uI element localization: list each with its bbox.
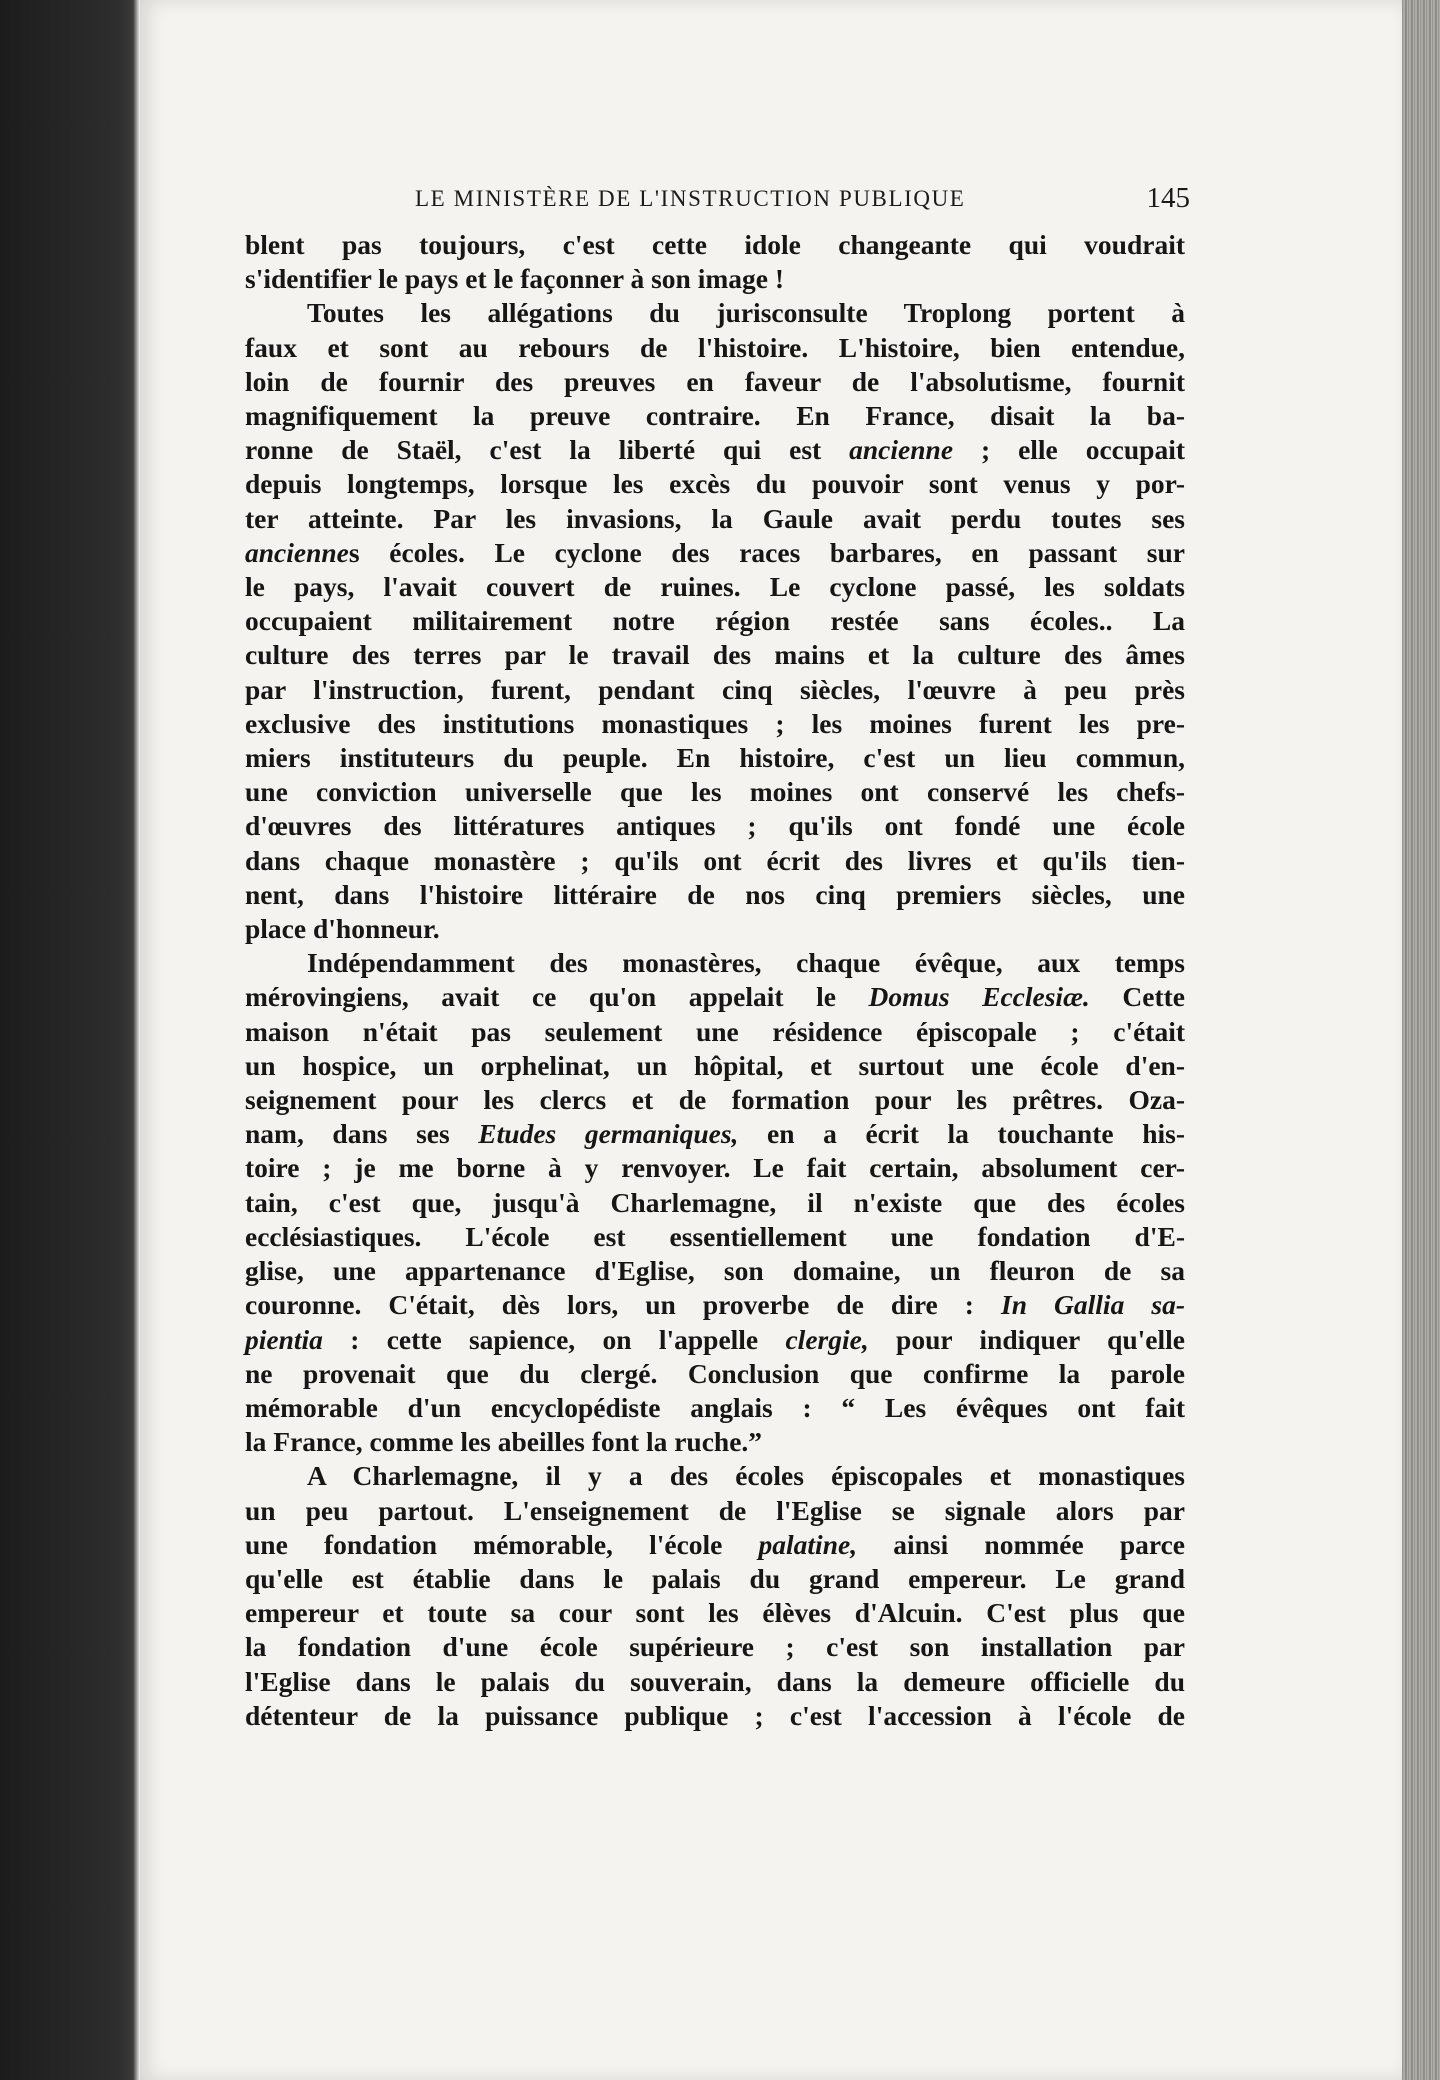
text-line: ronne de Staël, c'est la liberté qui est ancienne ; elle occupait (245, 434, 1185, 466)
text-line: mémorable d'un encyclopédiste anglais : “ Les évêques ont fait (245, 1391, 1185, 1423)
text-line: Toutes les allégations du jurisconsulte Troplong portent à (307, 297, 1185, 329)
page-header (270, 182, 1190, 222)
text-line: toire ; je me borne à y renvoyer. Le fait certain, absolument cer- (245, 1152, 1185, 1184)
text-line: le pays, l'avait couvert de ruines. Le cyclone passé, les soldats (245, 571, 1185, 603)
text-line: blent pas toujours, c'est cette idole changeante qui voudrait (245, 229, 1185, 260)
text-line: nam, dans ses Etudes germaniques, en a écrit la touchante his- (245, 1118, 1185, 1150)
text-line: un peu partout. L'enseignement de l'Eglise se signale alors par (245, 1494, 1185, 1526)
text-line: culture des terres par le travail des mains et la culture des âmes (245, 639, 1185, 671)
text-line: la France, comme les abeilles font la ruche.” (245, 1426, 763, 1458)
running-head: LE MINISTÈRE DE L'INSTRUCTION PUBLIQUE (415, 186, 966, 211)
text-line: une conviction universelle que les moines ont conservé les chefs- (245, 776, 1185, 808)
text-line: depuis longtemps, lorsque les excès du pouvoir sont venus y por- (245, 468, 1185, 500)
text-line: empereur et toute sa cour sont les élèves d'Alcuin. C'est plus que (245, 1597, 1185, 1629)
text-line: pientia : cette sapience, on l'appelle clergie, pour indiquer qu'elle (245, 1323, 1186, 1355)
paragraph-1 (245, 228, 1185, 296)
text-line: couronne. C'était, dès lors, un proverbe de dire : In Gallia sa- (245, 1289, 1185, 1321)
text-line: faux et sont au rebours de l'histoire. L'histoire, bien entendue, (245, 331, 1185, 363)
text-line: s'identifier le pays et le façonner à son image ! (245, 263, 784, 295)
text-line: Indépendamment des monastères, chaque évêque, aux temps (307, 947, 1185, 979)
text-line: ecclésiastiques. L'école est essentiellement une fondation d'E- (245, 1220, 1185, 1252)
text-line: seignement pour les clercs et de formation pour les prêtres. Oza- (245, 1084, 1185, 1116)
text-line: qu'elle est établie dans le palais du grand empereur. Le grand (245, 1562, 1185, 1594)
text-line: loin de fournir des preuves en faveur de l'absolutisme, fournit (245, 365, 1185, 397)
text-line: maison n'était pas seulement une résidence épiscopale ; c'était (245, 1015, 1185, 1047)
text-line: miers instituteurs du peuple. En histoire, c'est un lieu commun, (245, 742, 1185, 774)
text-line: ter atteinte. Par les invasions, la Gaule avait perdu toutes ses (245, 502, 1185, 534)
text-line: nent, dans l'histoire littéraire de nos cinq premiers siècles, une (245, 878, 1185, 910)
page-number: 145 (1146, 182, 1190, 214)
text-line: magnifiquement la preuve contraire. En France, disait la ba- (245, 400, 1185, 432)
paragraph-4 (245, 1459, 1185, 1733)
text-line: A Charlemagne, il y a des écoles épiscopales et monastiques (307, 1460, 1185, 1492)
page-edge-stack (1402, 0, 1440, 2080)
text-line: un hospice, un orphelinat, un hôpital, et surtout une école d'en- (245, 1049, 1185, 1081)
text-line: dans chaque monastère ; qu'ils ont écrit des livres et qu'ils tien- (245, 844, 1185, 876)
text-line: place d'honneur. (245, 913, 440, 945)
text-line: tain, c'est que, jusqu'à Charlemagne, il n'existe que des écoles (245, 1186, 1185, 1218)
text-line: glise, une appartenance d'Eglise, son domaine, un fleuron de sa (245, 1255, 1185, 1287)
text-line: une fondation mémorable, l'école palatine, ainsi nommée parce (245, 1528, 1185, 1560)
text-line: la fondation d'une école supérieure ; c'est son installation par (245, 1631, 1185, 1663)
body-text (245, 228, 1185, 1733)
text-line: par l'instruction, furent, pendant cinq siècles, l'œuvre à peu près (245, 673, 1185, 705)
text-line: l'Eglise dans le palais du souverain, dans la demeure officielle du (245, 1665, 1185, 1697)
paragraph-2 (245, 296, 1185, 946)
text-line: ne provenait que du clergé. Conclusion que confirme la parole (245, 1357, 1185, 1389)
text-line: anciennes écoles. Le cyclone des races barbares, en passant sur (245, 536, 1185, 568)
text-line: mérovingiens, avait ce qu'on appelait le Domus Ecclesiæ. Cette (245, 981, 1185, 1013)
text-line: occupaient militairement notre région restée sans écoles.. La (245, 605, 1185, 637)
text-line: exclusive des institutions monastiques ; les moines furent les pre- (245, 707, 1185, 739)
paragraph-3 (245, 946, 1185, 1459)
text-line: d'œuvres des littératures antiques ; qu'ils ont fondé une école (245, 810, 1185, 842)
text-line: détenteur de la puissance publique ; c'est l'accession à l'école de (245, 1699, 1185, 1731)
